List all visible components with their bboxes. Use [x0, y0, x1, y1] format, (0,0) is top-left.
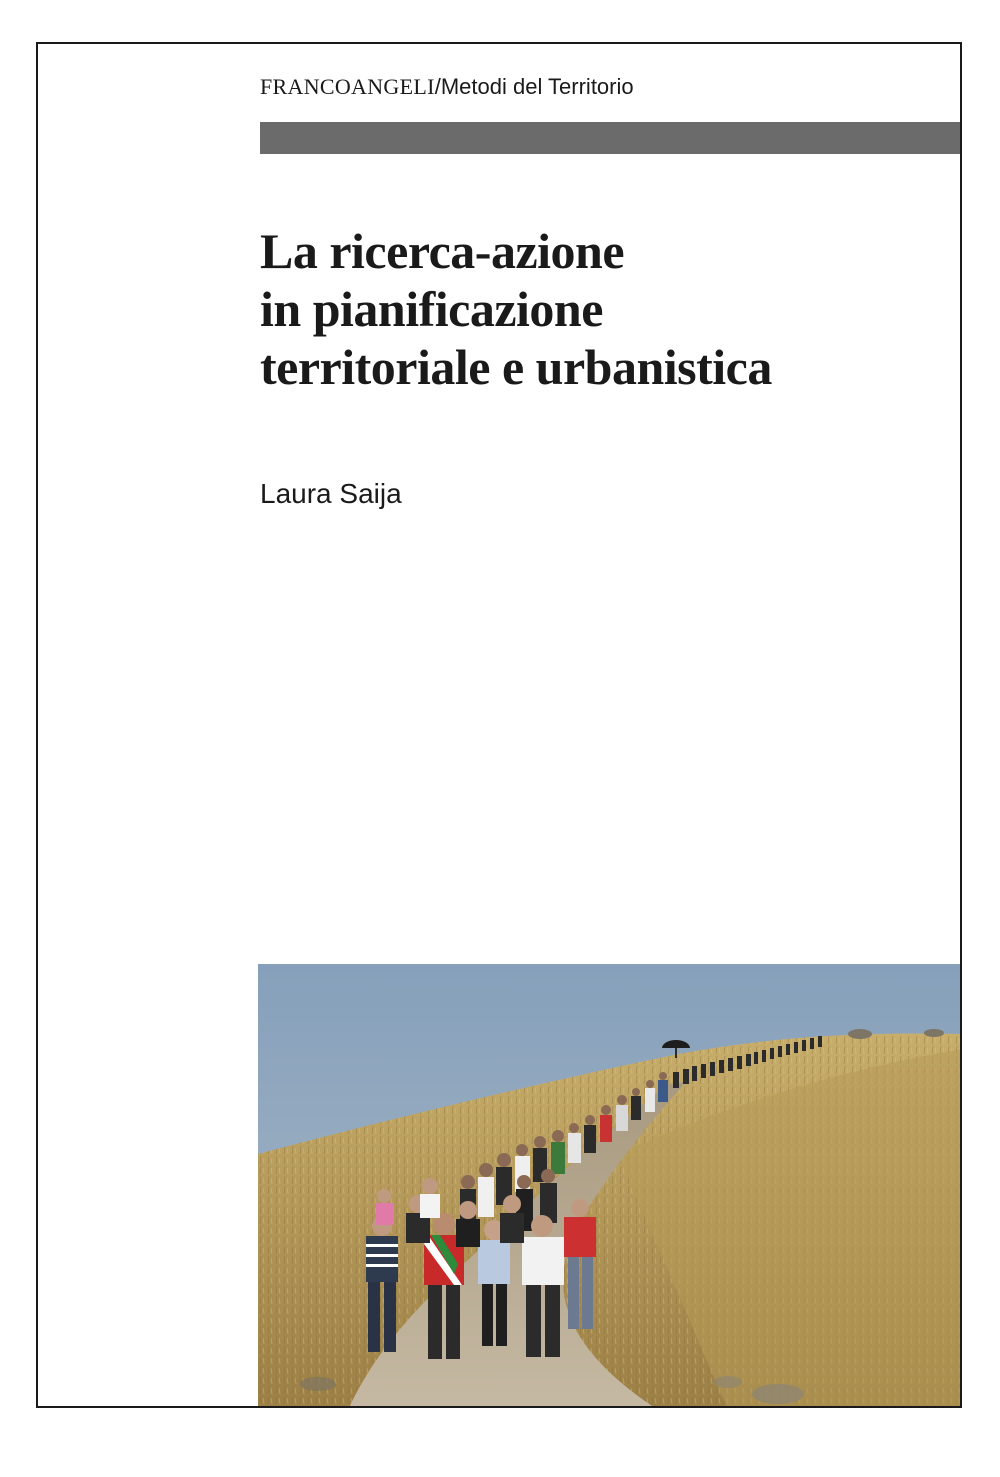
series-name: /Metodi del Territorio [434, 74, 634, 99]
series-line [260, 74, 634, 100]
header-bar [260, 122, 960, 154]
author-name: Laura Saija [260, 478, 402, 509]
title-line-2: in pianificazione [260, 281, 603, 337]
publisher-name: FRANCOANGELI [260, 74, 435, 99]
book-title [260, 222, 772, 396]
cover-photo [258, 964, 962, 1408]
book-cover [36, 42, 962, 1408]
title-line-3: territoriale e urbanistica [260, 339, 772, 395]
title-line-1: La ricerca-azione [260, 223, 625, 279]
